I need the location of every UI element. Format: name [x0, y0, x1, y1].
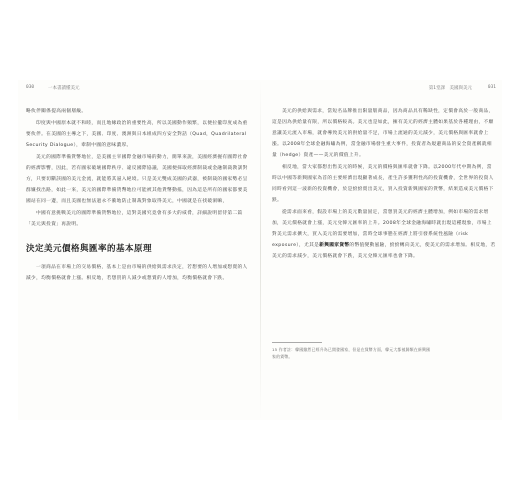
right-page-body [272, 106, 496, 262]
paragraph: 美元的供給與需求，當短名品牌推出限量版商品，因為商品具有稀缺性，定價會高於一般商品，這是因為供給量有限，所以價格較高。美元也是如此，擁有美元的經濟主體如果基於各種理由，不願意讓美元流入市場，就會導致美元的供給量不足，市場上流通的美元減少，美元價格與匯率就會上漲。以2008年全球金融海嘯為例，當金融市場發生重大事件，投資者為規避商品的安全資產稱就相量（hedge）資產——美元的價值上升。 [272, 109, 494, 158]
paragraph: 一項商品在市場上的交易價格，基本上是由市場的供給與需求決定，若想要的人增加或想賣的人減少，均衡價格就會上漲。相反地，若想買的人減少或想賣的人增加，均衡價格就會下跌。 [26, 265, 248, 281]
paragraph: 從需求面來看，假設市場上的美元數量固定，當想買美元的經濟主體增加，例如市場的需求增加，美元價格就會上漲，美元兌韓元匯率的上升。2008年全球金融海嘯時就出現這種現象，市場上對美元需求擴大，買入美元的需要增加，當時全球事態在經濟上將引發系統性風險（risk exposure），尤其是新興國家貨幣的幣值變動風險，紛紛轉向美元，使美元的需求增加。相反地，若美元的需求減少，美元價格就會下跌，美元兌韓元匯率也會下降。 [272, 210, 496, 259]
left-page-body [26, 106, 250, 284]
left-running-head: 一本書讀懂美元 [48, 86, 80, 91]
right-page-header [272, 80, 496, 96]
right-page-number: 031 [487, 85, 496, 90]
emphasized-phrase: 新興國家貨幣 [319, 243, 350, 248]
paragraph: 印度與中國原本就不和睦，而且地緣政治的重要性高，所以美國動作頻繁，以便拉攏印度成為重要伙伴。在美國的主導之下，美國、印度、澳洲與日本組成四方安全對話（Quad，Quadrilateral Security Dialogue），牽制中國的意味濃厚。 [26, 121, 248, 148]
footnote: 15 作者註：韓國雖然已經升為已開發國家，但是在貨幣方面，韓元大都被歸類在新興國家的貨幣。 [272, 347, 431, 359]
paragraph: 相反地，當大家都想出售美元的時候，美元的價格與匯率就會下降。以2000年代中期為例，當時以中國等新興國家為首的主要經濟出現顯著成長，產生許多獲利性高的投資機會，全世界的投資人同時看到這一波新的投資機會，於是紛紛賣出美元，買入投資新興國家的貨幣，結果造成美元價格下跌。 [272, 165, 494, 203]
footnote-divider [272, 342, 322, 343]
left-page-header [26, 80, 250, 96]
left-page-number: 030 [26, 85, 35, 90]
right-running-head: 第1堂課 美國與美元 [428, 86, 472, 91]
paragraph: 美元的國際準備貨幣地位，是美國主宰國際金融市場的動力，簡單來說，美國經濟握有國際社會的經濟影響，因此，若有國家破壞國際秩序、違反國際協議，美國便採取經濟制裁或金融制裁教訓對方，只要切斷該國的美元金流，就能將其逼入絕境。只是美元雙成美國的武器，被制裁的國家勢必呈群嫌找出路，如此一來，美元的國際準備貨幣地位可能被其他貨幣動搖，因為這是所有的國家都要美國站在同一邊，而且美國也無法過永不衝地防止制裁對象取得美元，中國就是在找破洞嘛， [26, 155, 248, 204]
book-gutter [260, 80, 261, 420]
right-page [272, 80, 496, 420]
left-page [26, 80, 250, 284]
paragraph: 中國有意挑戰美元的國際準備貨幣地位，這對美國究竟會有多大的威脅，詳細說明留待第二篇「美元與投資」再說明。 [26, 211, 243, 227]
section-heading: 決定美元價格與匯率的基本原理 [26, 244, 153, 254]
paragraph: 略伙伴關係提高兩個層級。 [26, 109, 87, 114]
